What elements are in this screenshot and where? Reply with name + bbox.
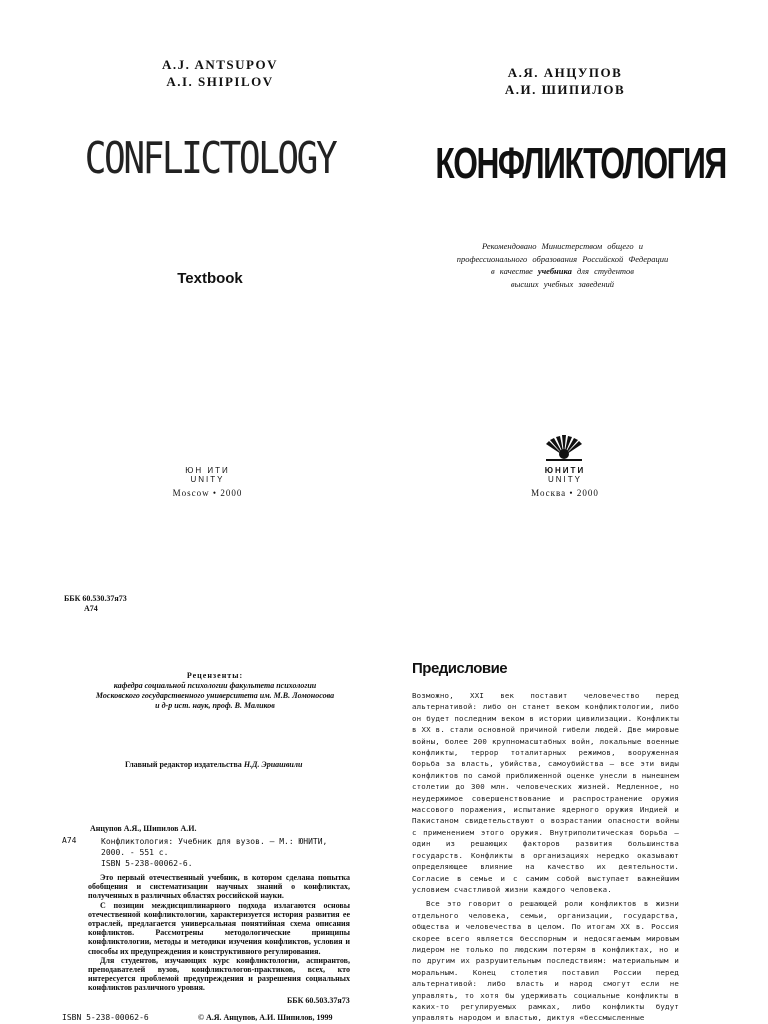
chief-editor-name: Н.Д. Эриашвили bbox=[243, 760, 303, 769]
publisher-unity-text: UNITY bbox=[190, 475, 225, 484]
recommendation-block bbox=[430, 240, 695, 290]
publisher-small-text: ЮН ИТИ bbox=[185, 466, 230, 475]
catalog-authors: Анцупов А.Я., Шипилов А.И. bbox=[90, 824, 197, 833]
english-city-year: Moscow • 2000 bbox=[172, 488, 243, 498]
bbk-top-author-code: А74 bbox=[84, 604, 98, 613]
preface-paragraph: Все это говорит о решающей роли конфликтов в жизни отдельного человека, семьи, организации, государства, общества и человечества в целом. По итогам XX в. Россия скорее всего является бесспорным и недосягаемым мировым лидером не только по людским потерям в конфликтах, но и по другим их разрушительным последствиям: материальным и моральным. Конец столетия поставил России перед альтернативой: либо власть и народ смогут если не управлять, то хотя бы удерживать социальные конфликты в каких-то регулируемых рамках, либо конфликты будут управлять народом и властью, диктуя «бессмысленные bbox=[412, 899, 679, 1023]
english-title: CONFLICTOLOGY bbox=[84, 133, 336, 184]
catalog-desc-line-1: Конфликтология: Учебник для вузов. — М.: ЮНИТИ, bbox=[101, 837, 328, 846]
russian-city-year: Москва • 2000 bbox=[531, 488, 599, 498]
bbk-bottom: ББК 60.503.37я73 bbox=[287, 996, 350, 1005]
english-publisher-logo bbox=[160, 466, 255, 484]
catalog-isbn: ISBN 5-238-00062-6. bbox=[101, 859, 193, 868]
abstract-paragraph: Для студентов, изучающих курс конфликтологии, аспирантов, преподавателей вузов, конфликтологов-практиков, всех, кто интересуется проблемой предупреждения и разрешения социальных конфликтов различного уровня. bbox=[88, 955, 350, 993]
preface-text bbox=[412, 690, 679, 1024]
chief-editor bbox=[125, 760, 365, 770]
abstract-paragraph: Это первый отечественный учебник, в котором сделана попытка обобщения и систематизации научных знаний о конфликтах, полученных в различных областях российской науки. bbox=[88, 873, 350, 901]
abstract-block bbox=[88, 873, 350, 993]
author-ru-2: А.И. ШИПИЛОВ bbox=[504, 82, 626, 97]
reviewers-block bbox=[80, 671, 350, 711]
catalog-description bbox=[101, 836, 351, 869]
preface-paragraph: Возможно, XXI век поставит человечество перед альтернативой: либо он станет веком конфликтологии, либо он будет последним веком в истории цивилизации. Конфликты в XX в. стали основной причиной гибели людей. Две мировые войны, более 200 крупномасштабных войн, локальные военные конфликты, террор тоталитарных режимов, вооруженная борьба за власть, убийства, самоубийства — все эти виды конфликтов по самой приближенной оценке унесли в нынешнем столетии до 300 млн. человеческих жизней. Медленное, но неудержимое совершенствование и распространение оружия массового поражения, испытание ядерного оружия Индией и Пакистаном свидетельствуют о возрастании опасности войны с применением этого оружия. Внутриполитическая борьба — один из решающих факторов развития большинства государств. Конфликты в организациях нередко оказывают определяющее влияние на качество их деятельности. Согласие в семье и с самим собой выступает важнейшим условием счастливой жизни каждого человека. bbox=[412, 691, 679, 894]
isbn-bottom: ISBN 5-238-00062-6 bbox=[62, 1013, 149, 1022]
reviewer-line-1: кафедра социальной психологии факультета психологии bbox=[113, 681, 317, 690]
author-2: A.I. SHIPILOV bbox=[166, 74, 274, 89]
recommendation-line-1: Рекомендовано Министерством общего и bbox=[481, 241, 644, 251]
recommendation-line-4: высших учебных заведений bbox=[510, 278, 615, 289]
preface-title: Предисловие bbox=[412, 660, 508, 677]
reviewer-line-3: и д-р ист. наук, проф. В. Маликов bbox=[155, 701, 275, 710]
catalog-desc-line-2: 2000. - 551 с. bbox=[101, 848, 169, 857]
chief-editor-label: Главный редактор издательства bbox=[125, 760, 242, 769]
russian-authors bbox=[460, 64, 670, 98]
english-authors bbox=[110, 56, 330, 90]
author-1: A.J. ANTSUPOV bbox=[162, 57, 278, 72]
catalog-code: А74 bbox=[62, 836, 77, 845]
publisher-ru-unity-text: UNITY bbox=[548, 475, 582, 484]
english-subtitle: Textbook bbox=[177, 270, 243, 287]
publisher-ru-small-text: ЮНИТИ bbox=[544, 466, 586, 475]
reviewer-line-2: Московского государственного университета им. М.В. Ломоносова bbox=[95, 691, 335, 700]
recommendation-line-2: профессионального образования Российской Федерации bbox=[456, 253, 669, 264]
abstract-paragraph: С позиции междисциплинарного подхода излагаются основы отечественной конфликтологии, характеризуется история развития ее отраслей, предлагается универсальная понятийная схема описания конфликтов. Рассмотрены методологические принципы конфликтологии, методы и методики изучения конфликтов, условия и способы их предупреждения и конструктивного регулирования. bbox=[88, 900, 350, 956]
unity-logo-icon bbox=[540, 432, 588, 468]
bbk-top bbox=[64, 594, 184, 614]
copyright-notice: © А.Я. Анцупов, А.И. Шипилов, 1999 bbox=[198, 1013, 333, 1022]
author-ru-1: А.Я. АНЦУПОВ bbox=[507, 65, 623, 80]
recommendation-line-3: в качестве учебника для студентов bbox=[490, 266, 634, 276]
russian-publisher-logo bbox=[535, 466, 595, 484]
russian-title: КОНФЛИКТОЛОГИЯ bbox=[435, 139, 726, 188]
reviewers-title: Рецензенты: bbox=[186, 671, 244, 680]
bbk-top-code: ББК 60.530.37я73 bbox=[64, 594, 127, 603]
